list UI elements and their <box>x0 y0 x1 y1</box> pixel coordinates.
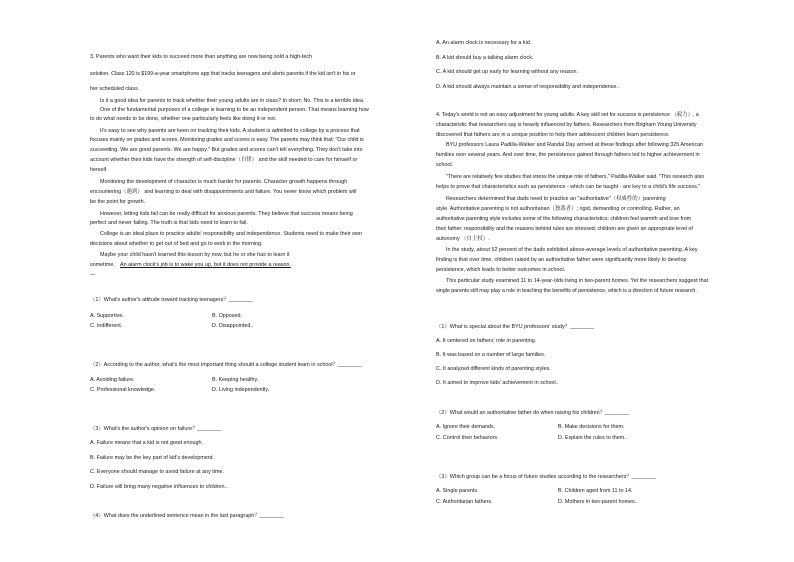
r-q3-option-d[interactable]: D. Mothers in two-parent homes.. <box>558 499 638 505</box>
passage-3-line: her scheduled class. <box>90 86 140 92</box>
passage-4-line: school. <box>436 162 454 168</box>
passage-3-line: encountering（遇到） and learning to deal with disappointments and failure. You never know which problem will <box>90 189 357 195</box>
passage-4-line: BYU professors Laura Padilla-Walker and Randal Day arrived at these findings after following 325 American <box>446 142 704 148</box>
passage-3-line: decisions about whether to get out of bed and go to work in the morning. <box>90 241 263 247</box>
passage-4-line: finding is that over time, children raised by an authoritative father were significantly more likely to develop <box>436 257 687 263</box>
q1-option-c[interactable]: C. Indifferent. <box>90 323 123 329</box>
q4-option-a[interactable]: A. An alarm clock is necessary for a kid. <box>436 40 532 46</box>
passage-3-line: Monitoring the development of character is much harder for parents. Character growth happens through <box>100 179 348 185</box>
q1-option-a[interactable]: A. Supportive. <box>90 313 124 319</box>
r-q2-option-a[interactable]: A. Ignore their demands. <box>436 424 496 430</box>
question-3-stem: （3）What's the author's opinion on failure？________ <box>90 426 222 432</box>
passage-3-line: — <box>90 272 96 278</box>
question-2-stem: （2）According to the author, what's the most important thing should a college student learn in school？________ <box>90 362 362 368</box>
q3-option-a[interactable]: A. Failure means that a kid is not good enough. <box>90 440 203 446</box>
passage-3-line: Is it a good idea for parents to track whether their young adults are in class? In short: No. This is a terrible idea. <box>100 98 365 104</box>
passage-4-line: 4. Today's world is not an easy adjustment for young adults. A key skill set for success is persistence （毅力）, a <box>436 112 699 118</box>
passage-3-line: to do what needs to be done, whether one particularly feels like doing it or not. <box>90 116 277 122</box>
passage-4-line: autonomy （自主权）. <box>436 236 490 242</box>
r-q1-option-c[interactable]: C. It analyzed different kinds of parenting styles. <box>436 366 551 372</box>
passage-4-line: In the study, about 52 percent of the dads exhibited above-average levels of authoritative parenting. A key <box>446 247 698 253</box>
passage-4-line: Researchers determined that dads need to practice an "authoritative"（权威性的）parenting <box>446 196 666 202</box>
passage-4-line: authoritative parenting style includes some of the following characteristics: children feel warmth and love from <box>436 216 692 222</box>
question-4-stem: （4）What does the underlined sentence mean in the last paragraph？________ <box>90 513 284 519</box>
r-question-1-stem: （1）What is special about the BYU professors' study？________ <box>436 324 595 330</box>
passage-3-line: succeeding. We are good parents. We are happy." But grades and scores can't tell everything. They don't take into <box>90 147 363 153</box>
passage-3-line: However, letting kids fail can be really difficult for anxious parents. They believe that success means being <box>100 211 353 217</box>
q1-option-b[interactable]: B. Opposed. <box>212 313 242 319</box>
passage-3-line: One of the fundamental purposes of a college is learning to be an independent person. That means learning how <box>100 107 369 113</box>
r-q1-option-d[interactable]: D. It aimed to improve kids' achievement in school.. <box>436 380 559 386</box>
passage-3-line: account whether their kids have the strength of self-discipline（自律） and the skill needed to care for himself or <box>90 157 358 163</box>
passage-4-line: characteristic that researchers say is heavily influenced by fathers. Researchers from Brigham Young University <box>436 122 697 128</box>
q3-option-b[interactable]: B. Failure may be the key part of kid's development. <box>90 455 214 461</box>
r-question-3-stem: （3）Which group can be a focus of future studies according to the researchers？________ <box>436 474 656 480</box>
q4-option-b[interactable]: B. A kid should buy a talking alarm clock. <box>436 55 534 61</box>
question-1-stem: （1）What's author's attitude toward tracking teenagers？________ <box>90 297 253 303</box>
r-question-2-stem: （2）What would an authoritative father do when raising his children？________ <box>436 410 629 416</box>
q2-option-c[interactable]: C. Professional knowledge. <box>90 387 156 393</box>
q2-option-a[interactable]: A. Avoiding failure. <box>90 377 135 383</box>
passage-4-line: their father; responsibility and the reasons behind rules are stressed; children are given an appropriate level of <box>436 226 693 232</box>
passage-4-line: discovered that fathers are in a unique position to help their adolescent children learn persistence. <box>436 132 670 138</box>
q2-option-d[interactable]: D. Living independently.. <box>212 387 271 393</box>
passage-4-line: families over several years. And over time, the persistence gained through fathers led to higher achievement in <box>436 152 700 158</box>
r-q1-option-b[interactable]: B. It was based on a number of large families. <box>436 352 546 358</box>
passage-3-line: be the point for growth. <box>90 199 146 205</box>
passage-4-line: single parents still may play a role in teaching the benefits of persistence, which is a direction of future research. <box>436 288 697 294</box>
q4-option-d[interactable]: D. A kid should always maintain a sense of responsibility and independence.. <box>436 84 620 90</box>
r-q2-option-c[interactable]: C. Control their behaviors. <box>436 435 499 441</box>
passage-3-line: 3. Parents who want their kids to succeed more than anything are now being sold a high-tech <box>90 54 313 60</box>
r-q1-option-a[interactable]: A. It centered on fathers' role in parenting. <box>436 338 537 344</box>
underlined-sentence: An alarm clock's job is to wake you up, but it does not provide a reason. <box>120 262 291 268</box>
passage-3-line: It's easy to see why parents are keen on tracking their kids. A student is admitted to college by a process that <box>100 128 360 134</box>
r-q2-option-b[interactable]: B. Make decisions for them. <box>558 424 625 430</box>
r-q3-option-a[interactable]: A. Single parents. <box>436 488 479 494</box>
passage-3-line: solution. Class 120 is $199-a-year smartphone app that tracks teenagers and alerts parents if the kid isn't in his or <box>90 71 356 77</box>
q2-option-b[interactable]: B. Keeping healthy. <box>212 377 259 383</box>
passage-4-line: style. Authoritative parenting is not authoritarian（独裁者）; rigid, demanding or controlling. Rather, an <box>436 206 680 212</box>
q3-option-d[interactable]: D. Failure will bring many negative influences to children.. <box>90 484 228 490</box>
r-q3-option-b[interactable]: B. Children aged from 11 to 14. <box>558 488 633 494</box>
passage-3-line: Maybe your child hasn't learned this lesson by now, but he or she has to learn it <box>100 252 290 258</box>
passage-4-line: This particular study examined 11 to 14-year-olds living in two-parent homes. Yet the researchers suggest that <box>446 278 709 284</box>
passage-3-line: focuses mainly on grades and scores. Monitoring grades and scores is easy. The parents may think that: "Our child is <box>90 137 364 143</box>
passage-3-line: perfect and never failing. The truth is that kids need to learn to fail. <box>90 220 248 226</box>
q1-option-d[interactable]: D. Disappointed.. <box>212 323 254 329</box>
q3-option-c[interactable]: C. Everyone should manage to avoid failure at any time. <box>90 469 224 475</box>
passage-3-line: College is an ideal place to practice adults' responsibility and independence. Students need to make their own <box>100 231 363 237</box>
r-q2-option-d[interactable]: D. Explain the rules to them.. <box>558 435 628 441</box>
r-q3-option-c[interactable]: C. Authoritarian fathers. <box>436 499 493 505</box>
passage-3-line: sometime. <box>90 262 115 268</box>
passage-4-line: helps to prove that characteristics such as persistence - which can be taught - are key to a child's life success." <box>436 184 701 190</box>
passage-4-line: persistence, which leads to better outcomes in school. <box>436 267 566 273</box>
q4-option-c[interactable]: C. A kid should get up early for learning without any reason. <box>436 69 579 75</box>
passage-3-line: herself. <box>90 167 108 173</box>
passage-4-line: "There are relatively few studies that stress the unique role of fathers," Padilla-Walker said. "This research also <box>446 174 705 180</box>
